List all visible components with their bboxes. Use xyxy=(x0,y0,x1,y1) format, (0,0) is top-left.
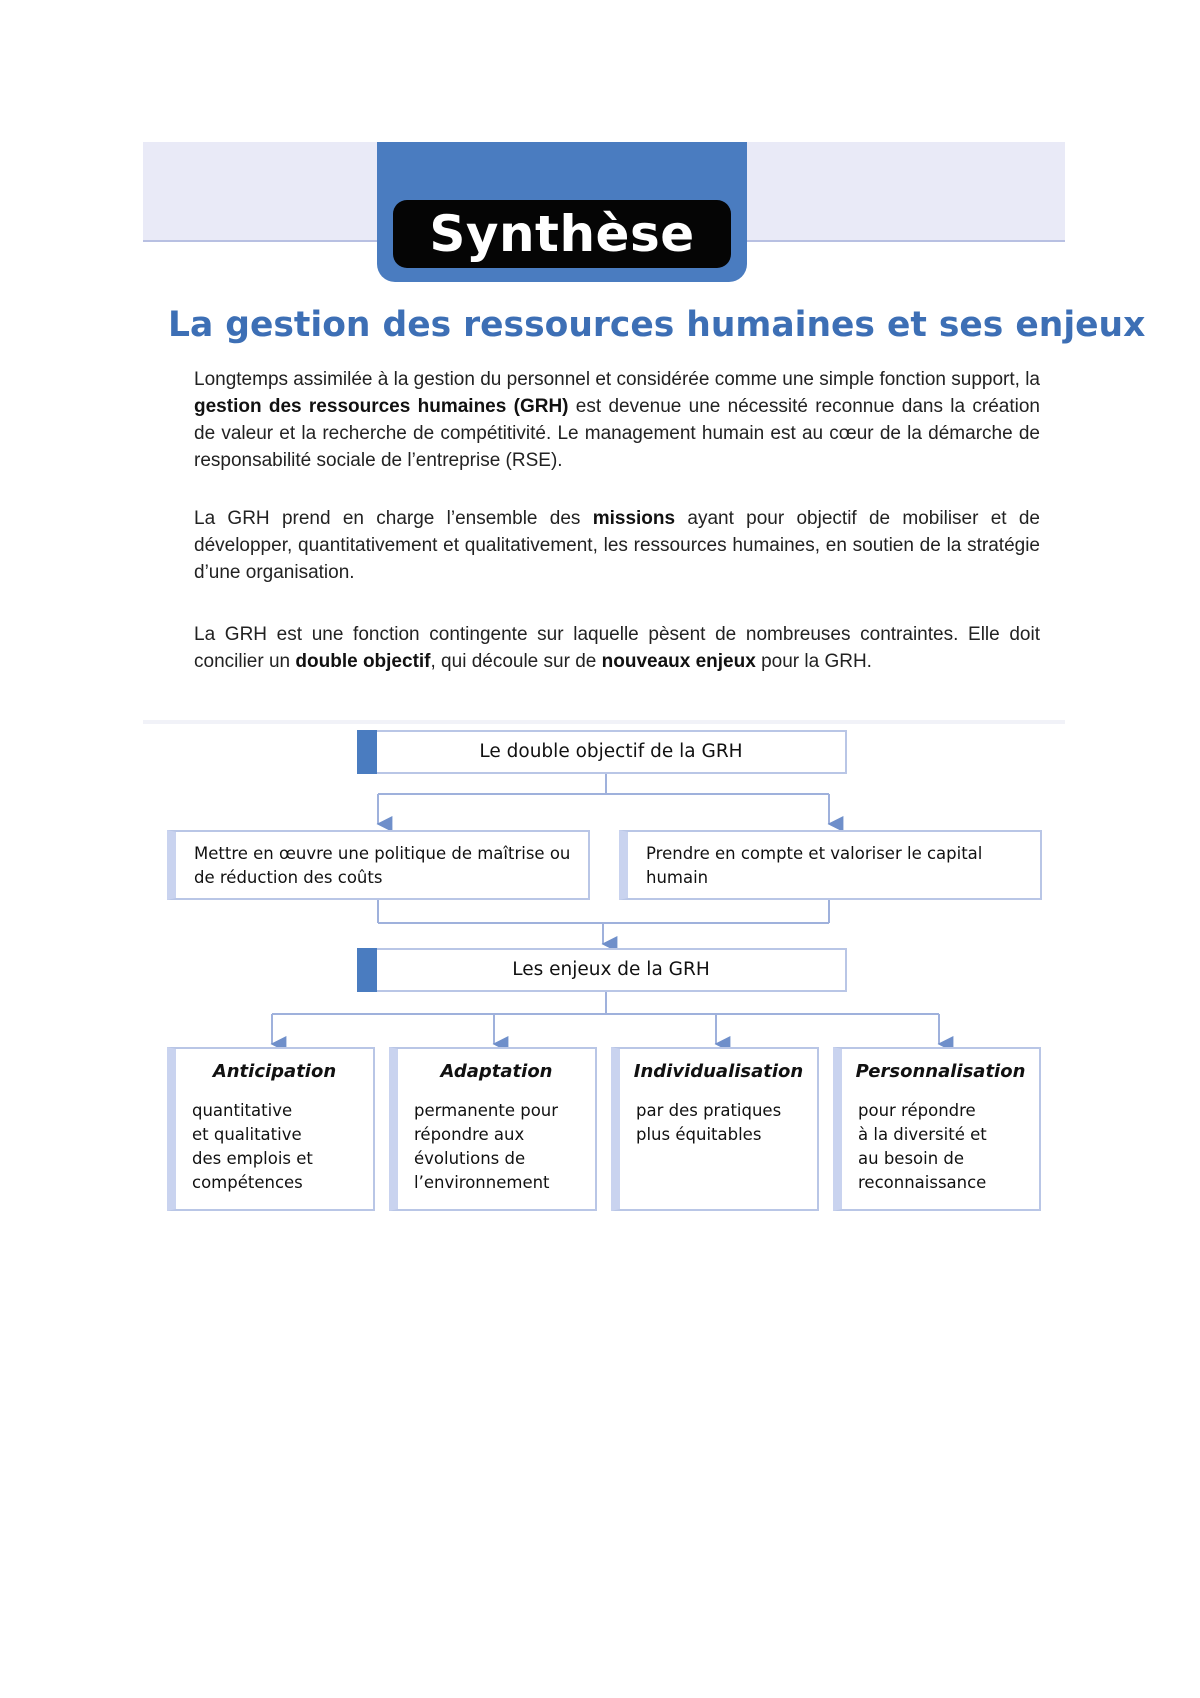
enjeu-line: à la diversité et xyxy=(858,1125,987,1144)
enjeu-body xyxy=(414,1099,591,1195)
enjeu-line: des emplois et xyxy=(192,1149,313,1168)
enjeu-box-adaptation xyxy=(389,1047,597,1211)
box-accent xyxy=(357,948,377,992)
enjeu-line: compétences xyxy=(192,1173,303,1192)
enjeux-box xyxy=(357,948,847,992)
enjeu-title: Individualisation xyxy=(633,1061,804,1082)
section-label-synthese: Synthèse xyxy=(393,200,731,268)
objective-box-capital: Prendre en compte et valoriser le capital humain xyxy=(619,830,1042,900)
enjeu-line: au besoin de xyxy=(858,1149,965,1168)
enjeu-title: Personnalisation xyxy=(855,1061,1026,1082)
paragraph-text: est devenue une nécessité reconnue dans la création de valeur et la recherche de compétitivité. Le management humain est au cœur de la démarche de responsabilité sociale de l’entreprise (RSE). xyxy=(194,396,1040,471)
enjeu-line: et qualitative xyxy=(192,1125,302,1144)
paragraph-text: ayant pour objectif de mobiliser et de développer, quantitativement et qualitativement, les ressources humaines, en soutien de la stratégie d’une organisation. xyxy=(194,508,1041,583)
paragraph-text: La GRH prend en charge l’ensemble des xyxy=(194,508,593,529)
enjeu-body xyxy=(636,1099,813,1147)
paragraph-bold: gestion des ressources humaines (GRH) xyxy=(194,396,569,417)
paragraph-text: La GRH est une fonction contingente sur laquelle pèsent de nombreuses contraintes. Elle doit concilier un xyxy=(194,624,1040,672)
enjeu-title: Anticipation xyxy=(212,1061,337,1082)
objective-box-couts: Mettre en œuvre une politique de maîtrise ou de réduction des coûts xyxy=(167,830,590,900)
enjeu-line: évolutions de xyxy=(414,1149,526,1168)
enjeux-label: Les enjeux de la GRH xyxy=(512,959,710,980)
enjeu-line: répondre aux xyxy=(414,1125,525,1144)
paragraph-bold: missions xyxy=(592,508,676,529)
enjeu-title: Adaptation xyxy=(440,1061,553,1082)
enjeu-line: permanente pour xyxy=(414,1101,559,1120)
box-accent xyxy=(357,730,377,774)
paragraph-text: Longtemps assimilée à la gestion du personnel et considérée comme une simple fonction support, la xyxy=(194,369,1040,390)
paragraph-text: , qui découle sur de xyxy=(430,651,602,672)
paragraph-bold: nouveaux enjeux xyxy=(601,651,756,672)
page-title: La gestion des ressources humaines et ses enjeux xyxy=(168,305,1146,345)
paragraph-bold: double objectif xyxy=(295,651,431,672)
double-objectif-box xyxy=(357,730,847,774)
enjeu-box-individualisation xyxy=(611,1047,819,1211)
enjeu-box-personnalisation xyxy=(833,1047,1041,1211)
enjeu-body xyxy=(858,1099,1035,1195)
enjeu-box-anticipation xyxy=(167,1047,375,1211)
enjeu-line: plus équitables xyxy=(636,1125,762,1144)
enjeu-body xyxy=(192,1099,369,1195)
enjeu-line: quantitative xyxy=(192,1101,293,1120)
enjeu-line: l’environnement xyxy=(414,1173,550,1192)
enjeu-line: pour répondre xyxy=(858,1101,976,1120)
enjeu-line: par des pratiques xyxy=(636,1101,782,1120)
double-objectif-label: Le double objectif de la GRH xyxy=(479,741,743,762)
paragraph-text: pour la GRH. xyxy=(755,651,872,672)
enjeu-line: reconnaissance xyxy=(858,1173,987,1192)
